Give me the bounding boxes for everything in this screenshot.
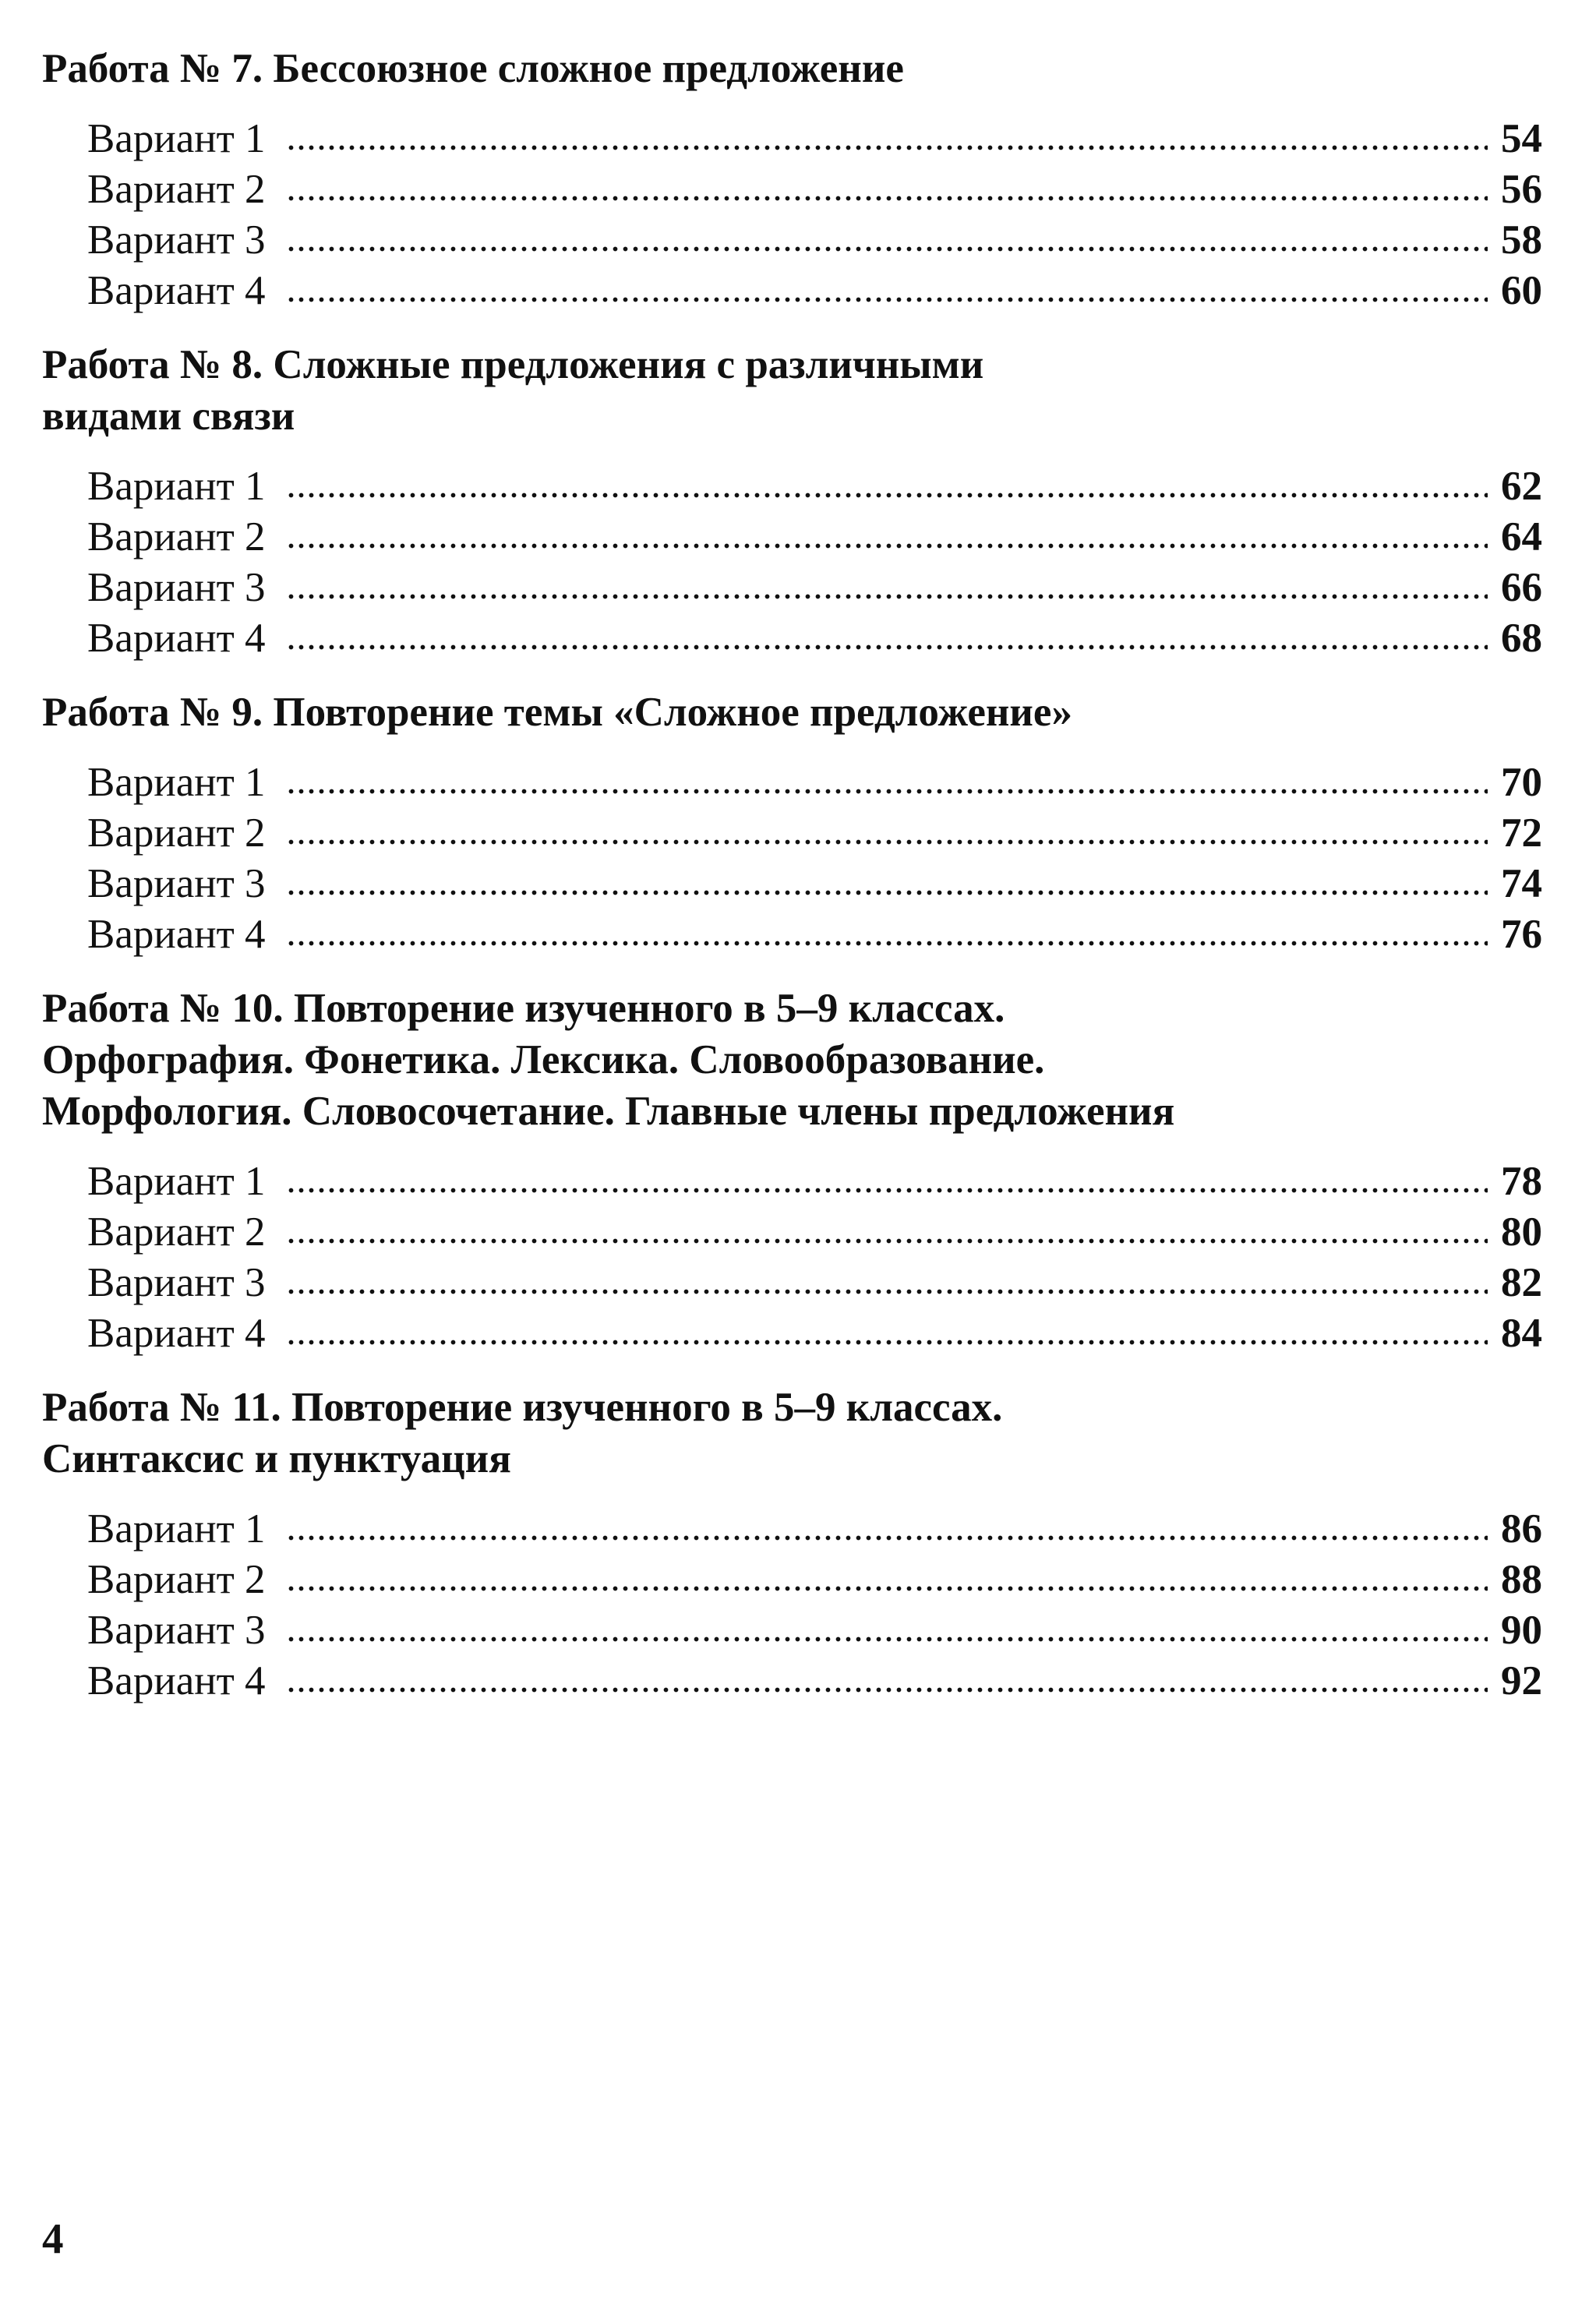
toc-entry bbox=[42, 1503, 1542, 1554]
dot-leader bbox=[286, 514, 1488, 553]
toc-entry bbox=[42, 1655, 1542, 1706]
entry-page-number: 66 bbox=[1501, 565, 1542, 610]
entry-page-number: 72 bbox=[1501, 810, 1542, 856]
dot-leader bbox=[286, 268, 1488, 307]
toc-entry bbox=[42, 1554, 1542, 1605]
entry-label: Вариант 4 bbox=[87, 912, 266, 957]
entry-page-number: 90 bbox=[1501, 1608, 1542, 1653]
dot-leader bbox=[286, 565, 1488, 604]
toc-entry bbox=[42, 613, 1542, 663]
dot-leader bbox=[286, 1311, 1488, 1350]
entry-page-number: 80 bbox=[1501, 1209, 1542, 1255]
entry-label: Вариант 2 bbox=[87, 810, 266, 856]
dot-leader bbox=[286, 167, 1488, 206]
toc-section-work-9 bbox=[42, 687, 1542, 959]
entry-page-number: 54 bbox=[1501, 116, 1542, 161]
entry-label: Вариант 3 bbox=[87, 861, 266, 906]
entry-page-number: 74 bbox=[1501, 861, 1542, 906]
section-title-line: видами связи bbox=[42, 394, 295, 439]
toc-section-work-11 bbox=[42, 1382, 1542, 1706]
entry-page-number: 76 bbox=[1501, 912, 1542, 957]
dot-leader bbox=[286, 217, 1488, 256]
toc-entry bbox=[42, 858, 1542, 909]
dot-leader bbox=[286, 1608, 1488, 1647]
toc-entry bbox=[42, 461, 1542, 511]
section-title-line: Орфография. Фонетика. Лексика. Словообразование. bbox=[42, 1037, 1045, 1082]
toc-entry bbox=[42, 807, 1542, 858]
entry-label: Вариант 4 bbox=[87, 1311, 266, 1356]
dot-leader bbox=[286, 912, 1488, 951]
section-title bbox=[42, 983, 1542, 1137]
section-title-line: Работа № 8. Сложные предложения с различными bbox=[42, 342, 984, 387]
entry-page-number: 62 bbox=[1501, 464, 1542, 509]
toc-entry bbox=[42, 113, 1542, 164]
dot-leader bbox=[286, 464, 1488, 503]
entry-page-number: 82 bbox=[1501, 1260, 1542, 1305]
section-title-line: Работа № 10. Повторение изученного в 5–9 классах. bbox=[42, 986, 1005, 1031]
toc-section-work-10 bbox=[42, 983, 1542, 1358]
entry-label: Вариант 4 bbox=[87, 268, 266, 313]
entry-list bbox=[42, 1156, 1542, 1358]
toc-entry bbox=[42, 562, 1542, 613]
entry-page-number: 92 bbox=[1501, 1658, 1542, 1703]
entry-page-number: 68 bbox=[1501, 616, 1542, 661]
entry-page-number: 86 bbox=[1501, 1506, 1542, 1552]
entry-page-number: 84 bbox=[1501, 1311, 1542, 1356]
dot-leader bbox=[286, 760, 1488, 799]
dot-leader bbox=[286, 1209, 1488, 1248]
entry-label: Вариант 3 bbox=[87, 565, 266, 610]
dot-leader bbox=[286, 1260, 1488, 1299]
section-title-line: Работа № 7. Бессоюзное сложное предложение bbox=[42, 46, 904, 91]
toc-entry bbox=[42, 214, 1542, 265]
entry-page-number: 56 bbox=[1501, 167, 1542, 212]
entry-page-number: 58 bbox=[1501, 217, 1542, 263]
entry-label: Вариант 1 bbox=[87, 464, 266, 509]
toc-entry bbox=[42, 1605, 1542, 1655]
dot-leader bbox=[286, 1506, 1488, 1545]
entry-page-number: 70 bbox=[1501, 760, 1542, 805]
dot-leader bbox=[286, 861, 1488, 900]
entry-page-number: 88 bbox=[1501, 1557, 1542, 1602]
entry-page-number: 60 bbox=[1501, 268, 1542, 313]
dot-leader bbox=[286, 1658, 1488, 1697]
entry-list bbox=[42, 757, 1542, 959]
dot-leader bbox=[286, 810, 1488, 849]
dot-leader bbox=[286, 1557, 1488, 1596]
toc-entry bbox=[42, 909, 1542, 959]
entry-label: Вариант 1 bbox=[87, 116, 266, 161]
section-title-line: Работа № 9. Повторение темы «Сложное предложение» bbox=[42, 690, 1072, 735]
toc-entry bbox=[42, 1206, 1542, 1257]
entry-label: Вариант 2 bbox=[87, 1209, 266, 1255]
entry-label: Вариант 1 bbox=[87, 1506, 266, 1552]
entry-label: Вариант 1 bbox=[87, 760, 266, 805]
section-title-line: Морфология. Словосочетание. Главные члены предложения bbox=[42, 1089, 1175, 1134]
entry-label: Вариант 1 bbox=[87, 1159, 266, 1204]
toc-section-work-7 bbox=[42, 43, 1542, 316]
dot-leader bbox=[286, 1159, 1488, 1198]
toc-entry bbox=[42, 1156, 1542, 1206]
section-title bbox=[42, 1382, 1542, 1485]
entry-label: Вариант 2 bbox=[87, 514, 266, 560]
entry-label: Вариант 4 bbox=[87, 616, 266, 661]
entry-list bbox=[42, 461, 1542, 663]
dot-leader bbox=[286, 116, 1488, 155]
entry-page-number: 64 bbox=[1501, 514, 1542, 560]
toc-entry bbox=[42, 265, 1542, 316]
toc-entry bbox=[42, 1308, 1542, 1358]
section-title bbox=[42, 687, 1542, 738]
entry-list bbox=[42, 113, 1542, 316]
entry-label: Вариант 3 bbox=[87, 217, 266, 263]
toc-entry bbox=[42, 757, 1542, 807]
section-title bbox=[42, 43, 1542, 94]
dot-leader bbox=[286, 616, 1488, 655]
toc-section-work-8 bbox=[42, 339, 1542, 663]
entry-label: Вариант 3 bbox=[87, 1260, 266, 1305]
toc-entry bbox=[42, 511, 1542, 562]
entry-page-number: 78 bbox=[1501, 1159, 1542, 1204]
entry-label: Вариант 4 bbox=[87, 1658, 266, 1703]
toc-entry bbox=[42, 164, 1542, 214]
section-title-line: Синтаксис и пунктуация bbox=[42, 1436, 511, 1481]
section-title-line: Работа № 11. Повторение изученного в 5–9 классах. bbox=[42, 1385, 1003, 1430]
entry-label: Вариант 2 bbox=[87, 167, 266, 212]
entry-label: Вариант 2 bbox=[87, 1557, 266, 1602]
page-number: 4 bbox=[42, 2215, 64, 2262]
table-of-contents bbox=[42, 43, 1542, 1706]
entry-label: Вариант 3 bbox=[87, 1608, 266, 1653]
section-title bbox=[42, 339, 1542, 442]
toc-entry bbox=[42, 1257, 1542, 1308]
entry-list bbox=[42, 1503, 1542, 1706]
